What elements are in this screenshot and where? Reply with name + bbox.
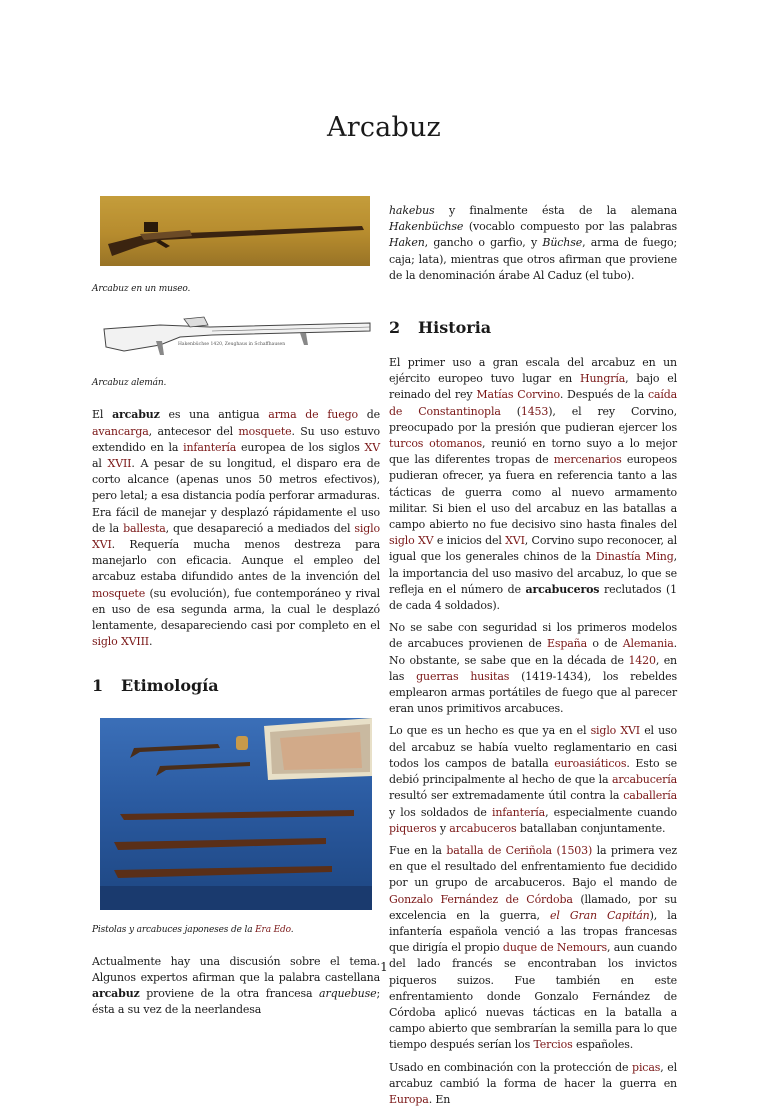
museum-image-caption: Arcabuz en un museo. (92, 284, 191, 294)
japanese-image-caption: Pistolas y arcabuces japoneses de la Era Edo. (92, 925, 294, 936)
link-dinastia-ming[interactable]: Dinastía Ming (595, 550, 674, 564)
intro-paragraph: El arcabuz es una antigua arma de fuego de avancarga, antecesor del mosquete. Su uso estuvo extendido en la infantería europea de los siglos XV al XVII. A pesar de su longitud, el disparo era de corto alcance (apenas unos 50 metros efectivos), pero letal; a esa distancia podía perforar armaduras. Era fácil de manejar y desplazó rápidamente el uso de la ballesta, que desapareció a mediados del siglo XVI. Requería mucha menos destreza para manejarlo con eficacia. Aunque el empleo del arcabuz estaba difundido antes de la invención del mosquete (su evolución), fue contemporáneo y rival en uso de esa segunda arma, la cual le desplazó lentamente, desapareciendo casi por completo en el siglo XVIII. (92, 408, 381, 649)
german-arquebus-inscription: Hakenbüchse 1420, Zeughaus in Schaffhausen (178, 342, 286, 348)
link-guerras-husitas[interactable]: guerras husitas (416, 669, 510, 683)
link-siglo-xv[interactable]: siglo XV (389, 534, 434, 548)
historia-paragraph-4: Fue en la batalla de Ceriñola (1503) la primera vez en que el resultado del enfrentamiento fue decidido por un grupo de arcabuceros. Bajo el mando de Gonzalo Fernández de Córdoba (llamado, por su excelencia en la guerra, el Gran Capitán), la infantería española venció a las tropas francesas que dirigía el propio duque de Nemours, aun cuando del lado francés se encontraban los invictos piqueros suizos. Fue también en este enfrentamiento donde Gonzalo Fernández de Córdoba aplicó nuevas tácticas en la batalla a campo abierto que sembrarían la semilla para lo que tiempo después serían los Tercios españoles. (389, 843, 677, 1052)
museum-arquebus-image[interactable] (100, 196, 370, 266)
etimologia-paragraph-cont: hakebus y finalmente ésta de la alemana Hakenbüchse (vocablo compuesto por las palabras Haken, gancho o garfio, y Büchse, arma de fuego; caja; lata), mientras que otros afirman que proviene de la denominación árabe Al Caduz (el tubo). (389, 204, 677, 282)
link-infanteria[interactable]: infantería (183, 440, 237, 454)
link-xvi[interactable]: XVI (505, 534, 525, 548)
section-heading-etimologia: 1 Etimología (92, 676, 219, 696)
link-europa[interactable]: Europa (389, 1092, 429, 1106)
link-gran-capitan[interactable]: el Gran Capitán (549, 908, 650, 922)
left-column (92, 196, 380, 1018)
link-siglo-xviii[interactable]: siglo XVIII (92, 635, 150, 649)
link-batalla-cerinola[interactable]: batalla de Ceriñola (1503) (446, 843, 593, 857)
german-arquebus-svg (100, 311, 372, 365)
link-mosquete-2[interactable]: mosquete (92, 586, 146, 600)
german-image-caption: Arcabuz alemán. (92, 378, 167, 389)
link-infanteria-2[interactable]: infantería (492, 805, 546, 819)
section-heading-historia: 2 Historia (389, 318, 492, 338)
link-caballeria[interactable]: caballería (623, 789, 677, 803)
link-siglo-xvi-2[interactable]: siglo XVI (590, 724, 641, 738)
link-euroasiaticos[interactable]: euroasiáticos (554, 756, 627, 770)
link-arcabuceria[interactable]: arcabucería (611, 773, 677, 787)
link-piqueros[interactable]: piqueros (389, 821, 437, 835)
link-espana[interactable]: España (546, 637, 587, 651)
link-arma-de-fuego[interactable]: arma de fuego (268, 408, 358, 422)
etimologia-paragraph-start: Actualmente hay una discusión sobre el tema. Algunos expertos afirman que la palabra castellana arcabuz proviene de la otra francesa arquebuse; ésta a su vez de la neerlandesa (92, 954, 380, 1017)
link-ballesta[interactable]: ballesta (123, 521, 166, 535)
link-gonzalo-fernandez[interactable]: Gonzalo Fernández de Córdoba (389, 892, 573, 906)
historia-paragraph-1: El primer uso a gran escala del arcabuz en un ejército europeo tuvo lugar en Hungría, bajo el reinado del rey Matías Corvino. Después de la caída de Constantinopla (1453), el rey Corvino, preocupado por la presión que pudieran ejercer los turcos otomanos, reunió en torno suyo a lo mejor que las diferentes tropas de mercenarios europeos pudieran ofrecer, ya fuera en referencia tanto a las tácticas de guerra como al nuevo armamento militar. Si bien el uso del arcabuz en las batallas a campo abierto no fue decisivo sino hasta finales del siglo XV e inicios del XVI, Corvino supo reconocer, al igual que los generales chinos de la Dinastía Ming, la importancia del uso masivo del arcabuz, lo que se refleja en el número de arcabuceros reclutados (1 de cada 4 soldados). (389, 356, 678, 613)
link-1420[interactable]: 1420 (628, 653, 656, 667)
link-duque-nemours[interactable]: duque de Nemours (502, 941, 608, 955)
link-xvii[interactable]: XVII (107, 457, 132, 471)
article-title: Arcabuz (327, 112, 441, 143)
german-arquebus-drawing[interactable] (100, 311, 372, 365)
link-caida-constantinopla[interactable]: caída de Constantinopla (389, 388, 678, 418)
link-era-edo[interactable]: Era Edo (255, 925, 291, 936)
japanese-weapons-svg (100, 718, 372, 910)
link-mosquete[interactable]: mosquete (238, 424, 292, 438)
link-mercenarios[interactable]: mercenarios (553, 453, 622, 467)
link-hungria[interactable]: Hungría (580, 372, 626, 386)
link-arcabuceros[interactable]: arcabuceros (449, 821, 517, 835)
link-tercios[interactable]: Tercios (533, 1038, 573, 1052)
link-xv[interactable]: XV (364, 440, 380, 454)
link-alemania[interactable]: Alemania (622, 637, 674, 651)
link-avancarga[interactable]: avancarga (92, 424, 149, 438)
link-1453[interactable]: 1453 (520, 404, 549, 418)
link-turcos-otomanos[interactable]: turcos otomanos (389, 437, 482, 451)
link-matias-corvino[interactable]: Matías Corvino (476, 388, 560, 402)
link-picas[interactable]: picas (632, 1060, 661, 1074)
link-siglo-xvi[interactable]: siglo XVI (92, 521, 380, 552)
historia-paragraph-3: Lo que es un hecho es que ya en el siglo XVI el uso del arcabuz se había vuelto reglamentario en casi todos los campos de batalla euroasiáticos. Esto se debió principalmente al hecho de que la arcabucería resultó ser extremadamente útil contra la caballería y los soldados de infantería, especialmente cuando piqueros y arcabuceros batallaban conjuntamente. (389, 724, 678, 835)
historia-paragraph-2: No se sabe con seguridad si los primeros modelos de arcabuces provienen de España o de Alemania. No obstante, se sabe que en la década de 1420, en las guerras husitas (1419-1434), los rebeldes emplearon armas portátiles de fuego que al parecer eran unos primitivos arcabuces. (389, 621, 678, 716)
japanese-weapons-image[interactable] (100, 718, 372, 910)
page-number: 1 (380, 960, 388, 974)
arquebus-photo-svg (100, 196, 370, 266)
historia-paragraph-5: Usado en combinación con la protección de picas, el arcabuz cambió la forma de hacer la guerra en Europa. En (389, 1060, 678, 1106)
